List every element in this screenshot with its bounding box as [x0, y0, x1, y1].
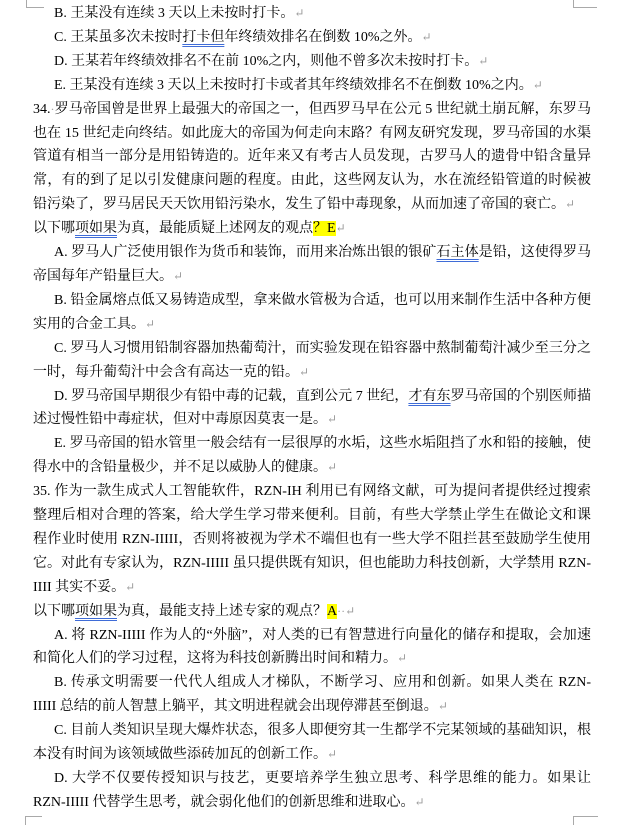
grammar-check-underline: 打卡但: [182, 29, 225, 45]
option-a-q34: [33, 241, 591, 289]
grammar-check-underline: 项如果: [75, 603, 117, 619]
grammar-check-underline: 石主体: [436, 245, 479, 261]
text-run: 为真，最能支持上述专家的观点？: [117, 603, 327, 619]
formatting-mark: ↵: [145, 316, 156, 331]
grammar-check-underline: 项如果: [75, 221, 117, 237]
text-run: B. 传承文明需要一代代人组成人才梯队，不断学习、应用和创新。如果人类在 RZN-IIIII 总结的前人智慧上躺平，其文明进程就会出现停滞甚至倒退。: [33, 675, 591, 715]
formatting-mark: ↵: [173, 268, 184, 283]
text-run: C. 目前人类知识呈现大爆炸状态，很多人即便穷其一生都学不完某领域的基础知识，根本没有时间为该领域做些添砖加瓦的创新工作。: [33, 723, 591, 763]
option-d-q33: [33, 50, 591, 74]
text-run: 年终绩效排名在倒数 10%之外。: [224, 29, 422, 45]
option-b-q35: [33, 671, 591, 719]
text-run: A. 将 RZN-IIIII 作为人的“外脑”，对人类的已有智慧进行向量化的储存和提取，会加速和简化人们的学习过程，这将为科技创新腾出时间和精力。: [33, 627, 591, 667]
text-run: A. 罗马人广泛使用银作为货币和装饰，而用来冶炼出银的银矿: [54, 245, 437, 261]
text-run: D. 王某若年终绩效排名不在前 10%之内，则他不曾多次未按时打卡。: [54, 53, 479, 69]
answer-highlight: A: [327, 603, 338, 619]
formatting-mark: ↵: [532, 77, 543, 92]
text-run: E. 王某没有连续 3 天以上未按时打卡或者其年终绩效排名不在倒数 10%之内。: [54, 77, 533, 93]
option-c-q35: [33, 719, 591, 767]
formatting-mark: ↵: [437, 699, 448, 714]
text-run: 罗马帝国曾是世界上最强大的帝国之一，但西罗马早在公元 5 世纪就土崩瓦解，东罗马也在 15 世纪走向终结。如此庞大的帝国为何走向末路？有网友研究发现，罗马帝国的水渠管道有相当一部分是用铅铸造的。近年来又有考古人员发现，古罗马人的遗骨中铅含量异常，有的到了足以引发健康问题的程度。由此，这些网友认为，水在流经铅管道的时候被铅污染了，罗马居民天天饮用铅污染水，发生了铅中毒现象，从而加速了帝国的衰亡。: [33, 101, 591, 213]
text-run: D. 罗马帝国早期很少有铅中毒的记载，直到公元 7 世纪，: [54, 388, 409, 404]
text-run: 为真，最能质疑上述网友的观点: [117, 221, 313, 237]
formatting-mark: ··: [337, 603, 346, 618]
option-a-q35: [33, 624, 591, 672]
question-35-lead: [33, 600, 591, 624]
formatting-mark: ↵: [327, 412, 338, 427]
text-run: B. 王某没有连续 3 天以上未按时打卡。: [54, 6, 295, 21]
question-35-stem: [33, 480, 591, 600]
text-run: C. 王某虽多次未按时: [54, 29, 183, 45]
text-run: D. 大学不仅要传授知识与技艺，更要培养学生独立思考、科学思维的能力。如果让 RZN-IIIII 代替学生思考，就会弱化他们的创新思维和进取心。: [33, 771, 591, 810]
text-run: 以下哪: [33, 603, 75, 619]
text-run: 是铅，这使得罗马帝国每年产铅量巨大。: [33, 245, 592, 284]
text-run: 34.: [33, 101, 51, 117]
grammar-check-underline: 才有东: [408, 388, 451, 404]
formatting-mark: ↵: [125, 579, 136, 594]
text-run: 罗马帝国的个别医师描述过慢性铅中毒症状，但对中毒原因莫衷一是。: [33, 388, 592, 428]
formatting-mark: ·: [50, 101, 55, 116]
option-c-q33: [33, 26, 591, 50]
option-d-q34: [33, 385, 591, 433]
answer-highlight: ？E: [313, 221, 336, 237]
document-body: [33, 2, 591, 815]
option-b-q33: [33, 2, 591, 26]
text-boundary-mark-top-right: [573, 0, 597, 8]
text-run: 35. 作为一款生成式人工智能软件，RZN-IH 利用已有网络文献，可为提问者提供经过搜索整理后相对合理的答案，给大学生学习带来便利。目前，有些大学禁止学生在做论文和课程作业时使用 RZN-IIIII，否则将被视为学术不端但也有一些大学不阻拦甚至鼓励学生使用它。对此有专家认为，RZN-IIIII 虽只提供既有知识，但也能助力科技创新，大学禁用 RZN-IIII 其实不妥。: [33, 484, 591, 595]
formatting-mark: ↵: [478, 53, 489, 68]
option-e-q34: [33, 432, 591, 480]
formatting-mark: ↵: [345, 603, 356, 618]
formatting-mark: ↵: [299, 364, 310, 379]
formatting-mark: ↵: [335, 221, 346, 236]
formatting-mark: ↵: [327, 747, 338, 762]
formatting-mark: ↵: [414, 794, 425, 809]
text-boundary-mark-top-left: [26, 0, 44, 8]
text-run: E. 罗马帝国的铅水管里一般会结有一层很厚的水垢，这些水垢阻挡了水和铅的接触，使得水中的含铅量极少，并不足以威胁人的健康。: [33, 436, 591, 476]
formatting-mark: ↵: [565, 197, 576, 212]
formatting-mark: ↵: [397, 651, 408, 666]
question-34-stem: [33, 98, 591, 218]
question-34-lead: [33, 217, 591, 241]
option-e-q33: [33, 74, 591, 98]
text-run: B. 铅金属熔点低又易铸造成型，拿来做水管极为合适，也可以用来制作生活中各种方便实用的合金工具。: [33, 292, 591, 332]
formatting-mark: ↵: [294, 6, 305, 20]
option-c-q34: [33, 337, 591, 385]
option-b-q34: [33, 289, 591, 337]
formatting-mark: ↵: [327, 460, 338, 475]
formatting-mark: ↵: [421, 29, 432, 44]
option-d-q35: [33, 767, 591, 815]
text-run: C. 罗马人习惯用铅制容器加热葡萄汁，而实验发现在铅容器中熬制葡萄汁减少至三分之一时，每升葡萄汁中会含有高达一克的铅。: [33, 340, 591, 380]
text-run: 以下哪: [33, 221, 75, 237]
